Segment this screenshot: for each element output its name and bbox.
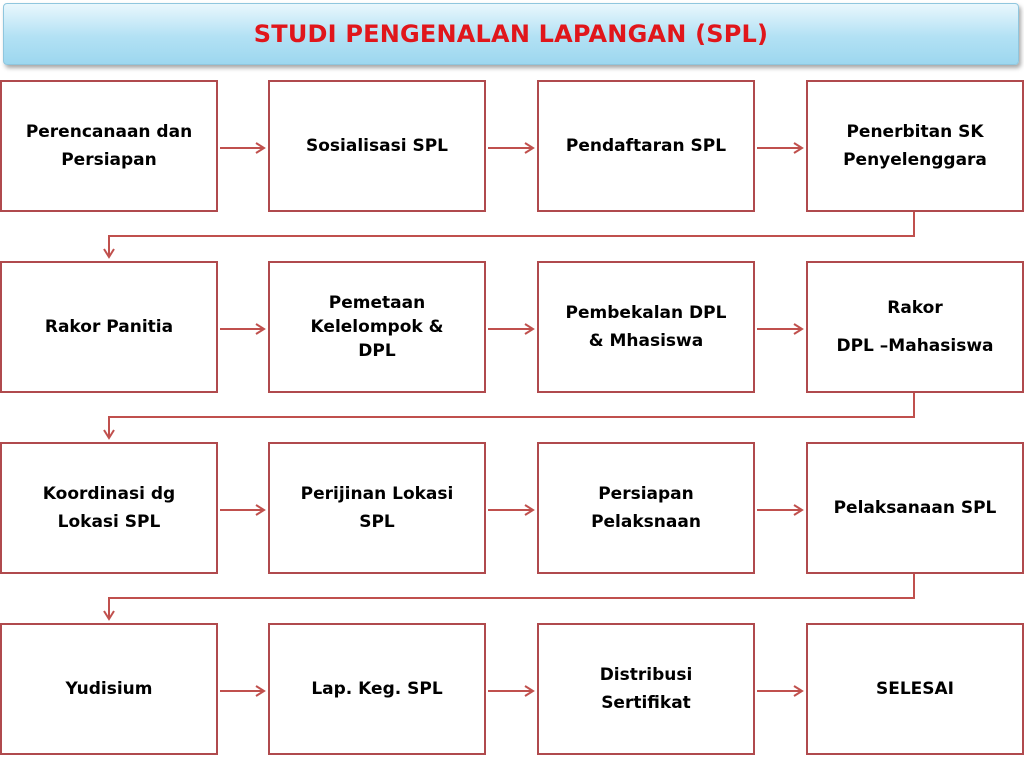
row-return-arrow [109,212,914,257]
step-penerbitan-sk-penyelenggara [806,80,1024,212]
step-yudisium [0,623,218,755]
step-label-line: & Mhasiswa [588,331,704,351]
step-label-line: Lokasi SPL [57,512,161,532]
step-label-line: Pendaftaran SPL [565,136,727,156]
step-label-line: Yudisium [65,679,153,699]
step-label-line: Sosialisasi SPL [306,136,448,156]
step-label-line: Pemetaan [328,293,426,313]
step-label-line: Persiapan [61,150,157,170]
step-pembekalan-dpl-mahasiswa [537,261,755,393]
step-label-line: SPL [359,512,395,532]
step-label-line: DPL –Mahasiswa [836,336,994,356]
step-label-line: Penyelenggara [843,150,987,170]
step-label-line: Distribusi [599,665,693,685]
step-label-line: Perencanaan dan [25,122,193,142]
step-perijinan-lokasi-spl [268,442,486,574]
step-pendaftaran-spl [537,80,755,212]
step-persiapan-pelaksanaan [537,442,755,574]
step-lap-keg-spl [268,623,486,755]
title-banner [3,3,1019,65]
step-label-line: Perijinan Lokasi [300,484,454,504]
step-label-line: Persiapan [598,484,694,504]
step-label-line: Koordinasi dg [42,484,176,504]
step-pemetaan-kelompok-dpl [268,261,486,393]
step-label-line: Rakor [887,298,943,318]
row-return-arrow [109,574,914,619]
step-label-line: Rakor Panitia [44,317,174,337]
diagram-title: STUDI PENGENALAN LAPANGAN (SPL) [253,20,769,48]
step-pelaksanaan-spl [806,442,1024,574]
step-selesai [806,623,1024,755]
step-sosialisasi-spl [268,80,486,212]
row-return-arrow [109,393,914,438]
step-label-line: Pembekalan DPL [565,303,727,323]
step-label-line: Kelelompok & [310,317,444,337]
step-perencanaan-dan-persiapan [0,80,218,212]
step-label-line: Lap. Keg. SPL [311,679,443,699]
step-rakor-panitia [0,261,218,393]
step-koordinasi-lokasi-spl [0,442,218,574]
step-rakor-dpl-mahasiswa [806,261,1024,393]
step-label-line: Sertifikat [601,693,691,713]
step-label-line: SELESAI [875,679,955,699]
step-label-line: DPL [358,341,396,361]
step-label-line: Pelaksanaan SPL [833,498,997,518]
step-label-line: Pelaksnaan [591,512,701,532]
step-label-line: Penerbitan SK [846,122,984,142]
step-distribusi-sertifikat [537,623,755,755]
